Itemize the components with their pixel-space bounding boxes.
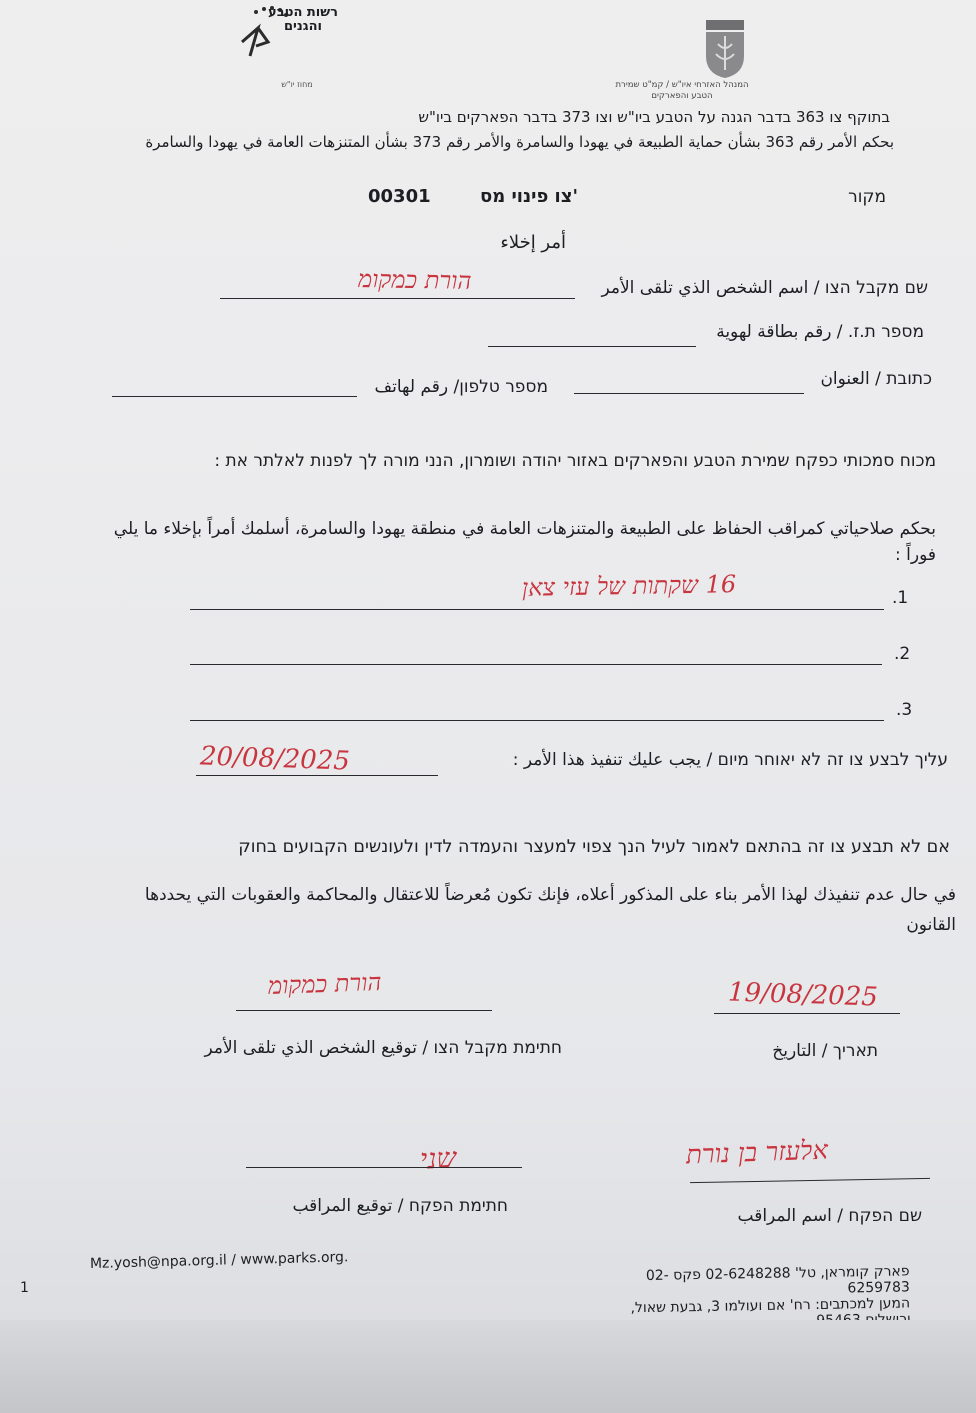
id-number-line (488, 346, 696, 347)
id-number-label: מספר ת.ז. / رقم بطاقة لهوية (716, 322, 924, 342)
item-number: .1 (892, 588, 909, 608)
recipient-signature-label: חתימת מקבל הצו / توقيع الشخص الذي تلقى الأمر (204, 1038, 562, 1058)
date-handwritten: 19/08/2025 (727, 977, 879, 1013)
phone-line (112, 396, 357, 397)
authority-text-arabic: بحكم صلاحياتي كمراقب الحفاظ على الطبيعة والمتنزهات العامة في منطقة يهودا والسامرة، أسلمك أمراً بإخلاء ما يلي فوراً : (113, 519, 936, 565)
authority-text-hebrew: מכוח סמכותי כפקח שמירת הטבע והפארקים באזור יהודה ושומרון, הנני מורה לך לפנות לאלתר את : (214, 451, 936, 471)
recipient-handwritten: הורת כמקומ (357, 265, 472, 295)
address-line (574, 393, 804, 394)
civil-administration-text: המנהל האזרחי איו"ש / קמ"ט שמירת הטבע והפארקים (615, 80, 749, 101)
order-title-arabic: أمر إخلاء (500, 232, 566, 253)
item-line (190, 720, 884, 721)
date-label: תאריך / التاريخ (772, 1041, 878, 1061)
order-number: 00301 (368, 186, 431, 207)
item-line (190, 664, 882, 665)
footer-phone: פארק קומראן, טל' 02-6248288 פקס 02-6259783 (645, 1263, 910, 1297)
legal-header-arabic: بحكم الأمر رقم 363 بشأن حماية الطبيعة في يهودا والسامرة والأمر رقم 373 بشأن المتنزهات العامة في يهودا والسامرة (145, 133, 894, 151)
inspector-signature-handwritten: שני (419, 1141, 458, 1176)
footer-email-web: Mz.yosh@npa.org.il / www.parks.org. (89, 1249, 349, 1272)
legal-header-hebrew: בתוקף צו 363 בדבר הגנה על הטבע ביו"ש וצו 373 בדבר הפארקים ביו"ש (418, 108, 890, 126)
item-handwritten: 16 שקתות של עזי צאן (521, 570, 737, 602)
item-line (190, 609, 884, 610)
source-label: מקור (848, 187, 886, 207)
deadline-label: עליך לבצע צו זה לא יאוחר מיום / يجب عليك تنفيذ هذا الأمر : (512, 750, 948, 770)
inspector-name-handwritten: אלעזר בן נורת (685, 1135, 829, 1171)
deadline-handwritten: 20/08/2025 (199, 741, 351, 777)
recipient-signature-handwritten: הורת כמקומ (267, 968, 382, 1000)
recipient-label: שם מקבל הצו / اسم الشخص الذي تلقى الأمر (601, 278, 928, 298)
recipient-line (220, 298, 575, 299)
warning-text-arabic: في حال عدم تنفيذك لهذا الأمر بناء على المذكور أعلاه، فإنك تكون مُعرضاً للاعتقال والمحاكمة والعقوبات التي يحددها القانون (144, 885, 956, 935)
civil-administration-emblem-icon (704, 18, 746, 80)
warning-text-hebrew: אם לא תבצע צו זה בהתאם לאמור לעיל הנך צפוי למעצר והעמדה לדין ולעונשים הקבועים בחוק (238, 837, 950, 857)
footer-address: המען למכתבים: רח' אם ועולמו 3, גבעת שאול, (630, 1295, 911, 1317)
plastic-sleeve-edge (0, 1320, 976, 1413)
npa-logo-text: רשות הטבע והגנים (268, 5, 338, 34)
item-number: .2 (894, 644, 911, 664)
address-label: כתובת / العنوان (820, 369, 932, 389)
inspector-name-label: שם הפקח / اسم المراقب (737, 1206, 922, 1226)
inspector-signature-line (246, 1167, 522, 1168)
recipient-signature-line (236, 1010, 492, 1011)
page-number: 1 (20, 1280, 29, 1296)
inspector-signature-label: חתימת הפקח / توقيع المراقب (292, 1196, 508, 1216)
order-title: צו פינוי מס' (479, 186, 578, 207)
npa-district: מחוז יו"ש (281, 80, 313, 89)
phone-label: מספר טלפון/ رقم لهاتف (374, 377, 548, 397)
date-line (714, 1013, 900, 1014)
inspector-name-line (690, 1178, 930, 1183)
item-number: .3 (896, 700, 913, 720)
